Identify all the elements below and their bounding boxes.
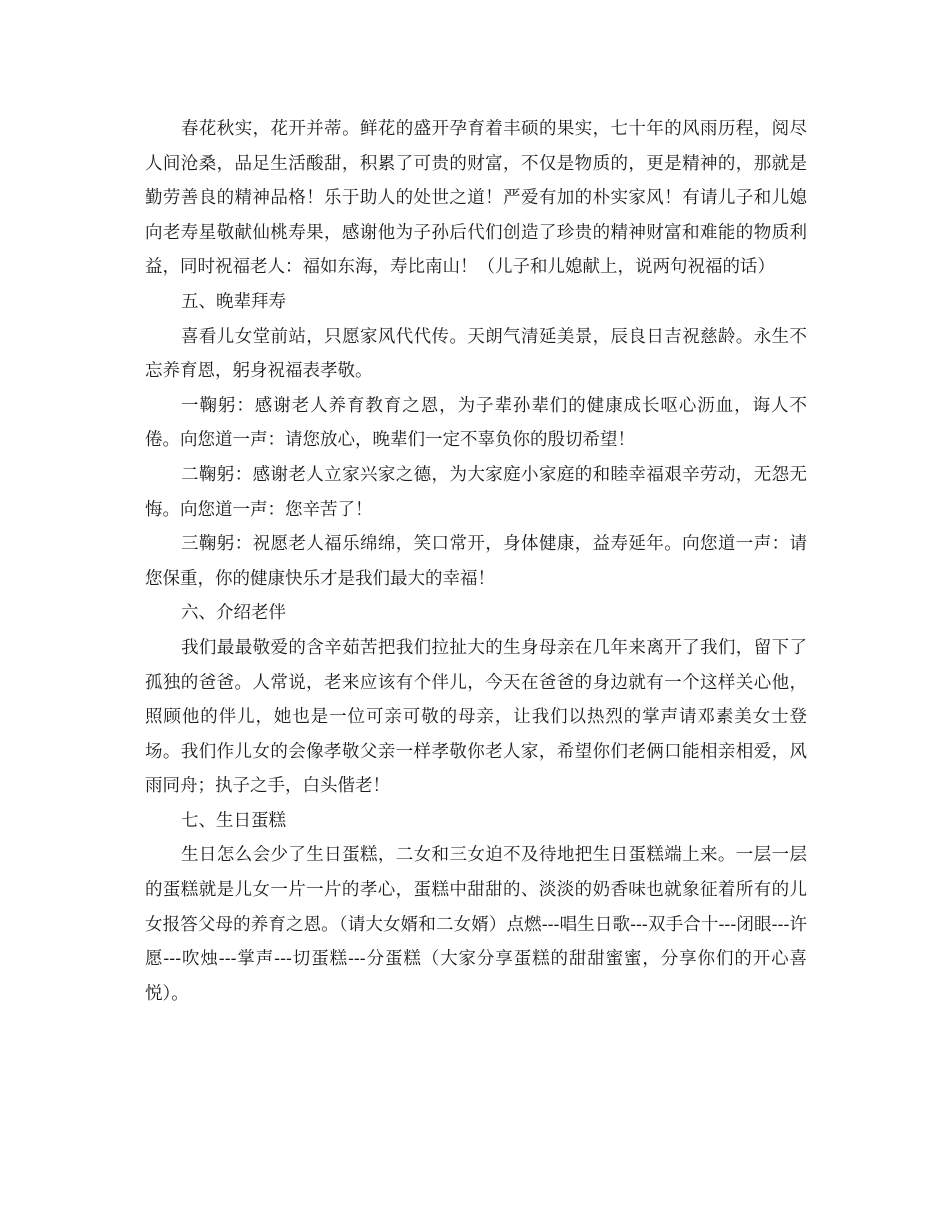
paragraph-third-bow: 三鞠躬：祝愿老人福乐绵绵，笑口常开，身体健康，益寿延年。向您道一声：请您保重，你的健康快乐才是我们最大的幸福！ bbox=[145, 534, 807, 589]
paragraph-partner: 我们最最敬爱的含辛茹苦把我们拉扯大的生身母亲在几年来离开了我们，留下了孤独的爸爸。人常说，老来应该有个伴儿，今天在爸爸的身边就有一个这样关心他，照顾他的伴儿，她也是一位可亲可敬的母亲，让我们以热烈的掌声请邓素美女士登场。我们作儿女的会像孝敬父亲一样孝敬你老人家，希望你们老俩口能相亲相爱，风雨同舟；执子之手，白头偕老！ bbox=[145, 637, 807, 797]
section-heading-5: 五、晚辈拜寿 bbox=[181, 291, 286, 312]
section-heading-6: 六、介绍老伴 bbox=[181, 603, 286, 624]
section-heading-7: 七、生日蛋糕 bbox=[181, 810, 286, 831]
paragraph-second-bow: 二鞠躬：感谢老人立家兴家之德，为大家庭小家庭的和睦幸福艰辛劳动，无怨无悔。向您道一声：您辛苦了！ bbox=[145, 464, 807, 520]
paragraph-poem: 喜看儿女堂前站，只愿家风代代传。天朗气清延美景，辰良日吉祝慈龄。永生不忘养育恩，躬身祝福表孝敬。 bbox=[145, 326, 807, 382]
paragraph-first-bow: 一鞠躬：感谢老人养育教育之恩，为子辈孙辈们的健康成长呕心沥血，诲人不倦。向您道一声：请您放心，晚辈们一定不辜负你的殷切希望！ bbox=[145, 395, 807, 451]
paragraph-intro: 春花秋实，花开并蒂。鲜花的盛开孕育着丰硕的果实，七十年的风雨历程，阅尽人间沧桑，品足生活酸甜，积累了可贵的财富，不仅是物质的，更是精神的，那就是勤劳善良的精神品格！乐于助人的处世之道！严爱有加的朴实家风！有请儿子和儿媳向老寿星敬献仙桃寿果，感谢他为子孙后代们创造了珍贵的精神财富和难能的物质利益，同时祝福老人：福如东海，寿比南山！（儿子和儿媳献上，说两句祝福的话） bbox=[145, 119, 807, 278]
document-body bbox=[145, 112, 807, 1011]
paragraph-cake: 生日怎么会少了生日蛋糕，二女和三女迫不及待地把生日蛋糕端上来。一层一层的蛋糕就是儿女一片一片的孝心，蛋糕中甜甜的、淡淡的奶香味也就象征着所有的儿女报答父母的养育之恩。（请大女婿和二女婿）点燃---唱生日歌---双手合十---闭眼---许愿---吹烛---掌声---切蛋糕---分蛋糕（大家分享蛋糕的甜甜蜜蜜，分享你们的开心喜悦）。 bbox=[145, 845, 807, 1004]
